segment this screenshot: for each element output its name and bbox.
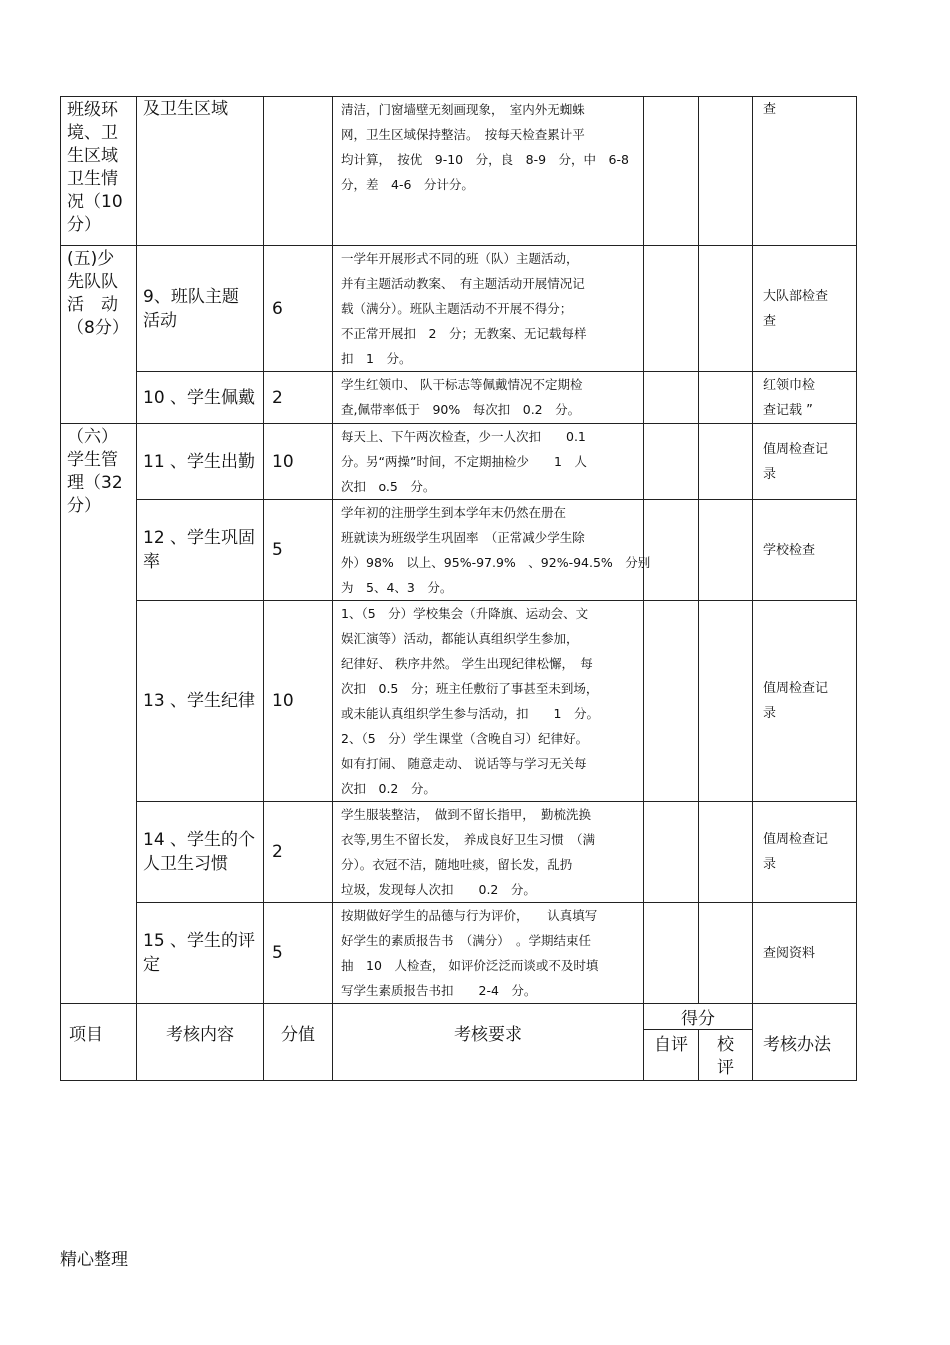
method-cell: 大队部检查 查: [753, 246, 857, 372]
method-cell: 值周检查记 录: [753, 601, 857, 802]
table-row: [61, 424, 857, 500]
header-self-eval: 自评: [644, 1030, 699, 1081]
self-eval-cell: [644, 424, 699, 500]
school-eval-cell: [699, 802, 753, 903]
requirement-cell: 1、（5 分）学校集会（升降旗、运动会、文 娱汇演等）活动，都能认真组织学生参加， 纪律好、 秩序井然。 学生出现纪律松懈， 每 次扣 0.5 分；班主任敷衍了事甚至未到场， 或未能认真组织学生参与活动，扣 1 分。 2、（5 分）学生课堂（含晚自习）纪律好。 如有打闹、 随意走动、 说话等与学习无关每 次扣 0.2 分。: [333, 601, 644, 802]
school-eval-cell: [699, 903, 753, 1004]
table-row: [61, 372, 857, 424]
score-cell: 6: [264, 246, 333, 372]
table-row: [61, 903, 857, 1004]
self-eval-cell: [644, 903, 699, 1004]
category-cell: (五)少 先队队 活 动 （8分）: [61, 246, 137, 424]
header-content: 考核内容: [137, 1004, 264, 1081]
score-cell: 10: [264, 601, 333, 802]
table-row: [61, 97, 857, 246]
method-cell: 红领巾检 查记载 ”: [753, 372, 857, 424]
self-eval-cell: [644, 802, 699, 903]
school-eval-cell: [699, 246, 753, 372]
self-eval-cell: [644, 601, 699, 802]
self-eval-cell: [644, 97, 699, 246]
method-cell: 值周检查记 录: [753, 802, 857, 903]
header-score: 分值: [264, 1004, 333, 1081]
self-eval-cell: [644, 372, 699, 424]
self-eval-cell: [644, 500, 699, 601]
header-defen: 得分: [644, 1004, 753, 1030]
method-cell: 查: [753, 97, 857, 246]
school-eval-cell: [699, 97, 753, 246]
table-row: [61, 500, 857, 601]
item-cell: 15 、学生的评 定: [137, 903, 264, 1004]
category-cell: 班级环 境、卫 生区域 卫生情 况（10 分）: [61, 97, 137, 246]
item-cell: 13 、学生纪律: [137, 601, 264, 802]
requirement-cell: 学年初的注册学生到本学年末仍然在册在 班就读为班级学生巩固率 （正常减少学生除 外）98% 以上、95%-97.9% 、92%-94.5% 分别 为 5、4、3 分。: [333, 500, 644, 601]
item-cell: 9、班队主题 活动: [137, 246, 264, 372]
category-cell: （六） 学生管 理（32 分）: [61, 424, 137, 1004]
assessment-table: [60, 96, 857, 1081]
school-eval-cell: [699, 424, 753, 500]
score-cell: 2: [264, 802, 333, 903]
score-cell: 2: [264, 372, 333, 424]
footer-note: 精心整理: [60, 1250, 128, 1270]
school-eval-cell: [699, 500, 753, 601]
header-requirement: 考核要求: [333, 1004, 644, 1081]
header-method: 考核办法: [753, 1004, 857, 1081]
item-cell: 12 、学生巩固 率: [137, 500, 264, 601]
school-eval-cell: [699, 372, 753, 424]
table-row: [61, 246, 857, 372]
header-school-eval: 校 评: [699, 1030, 753, 1081]
method-cell: 值周检查记 录: [753, 424, 857, 500]
score-cell: 10: [264, 424, 333, 500]
table-row: [61, 802, 857, 903]
self-eval-cell: [644, 246, 699, 372]
score-cell: 5: [264, 903, 333, 1004]
requirement-cell: 一学年开展形式不同的班（队）主题活动， 并有主题活动教案、 有主题活动开展情况记 载（满分）。班队主题活动不开展不得分； 不正常开展扣 2 分；无教案、无记载每样 扣 1 分。: [333, 246, 644, 372]
item-cell: 10 、学生佩戴: [137, 372, 264, 424]
school-eval-cell: [699, 601, 753, 802]
requirement-cell: 按期做好学生的品德与行为评价， 认真填写 好学生的素质报告书 （满分） 。学期结束任 抽 10 人检查， 如评价泛泛而谈或不及时填 写学生素质报告书扣 2-4 分。: [333, 903, 644, 1004]
table-row: [61, 601, 857, 802]
requirement-cell: 学生服装整洁， 做到不留长指甲， 勤梳洗换 衣等,男生不留长发， 养成良好卫生习惯 （满 分）。衣冠不洁，随地吐痰，留长发，乱扔 垃圾，发现每人次扣 0.2 分。: [333, 802, 644, 903]
header-project: 项目: [61, 1004, 137, 1081]
requirement-cell: 每天上、下午两次检查，少一人次扣 0.1 分。另“两操”时间，不定期抽检少 1 人 次扣 o.5 分。: [333, 424, 644, 500]
requirement-cell: 学生红领巾、 队干标志等佩戴情况不定期检 查,佩带率低于 90% 每次扣 0.2 分。: [333, 372, 644, 424]
method-cell: 查阅资料: [753, 903, 857, 1004]
header-row: [61, 1004, 857, 1030]
method-cell: 学校检查: [753, 500, 857, 601]
score-cell: 5: [264, 500, 333, 601]
score-cell: [264, 97, 333, 246]
item-cell: 及卫生区域: [137, 97, 264, 246]
item-cell: 14 、学生的个 人卫生习惯: [137, 802, 264, 903]
requirement-cell: 清洁，门窗墙壁无刻画现象， 室内外无蜘蛛 网，卫生区域保持整洁。 按每天检查累计平 均计算， 按优 9-10 分，良 8-9 分，中 6-8 分，差 4-6 分计分。: [333, 97, 644, 246]
item-cell: 11 、学生出勤: [137, 424, 264, 500]
